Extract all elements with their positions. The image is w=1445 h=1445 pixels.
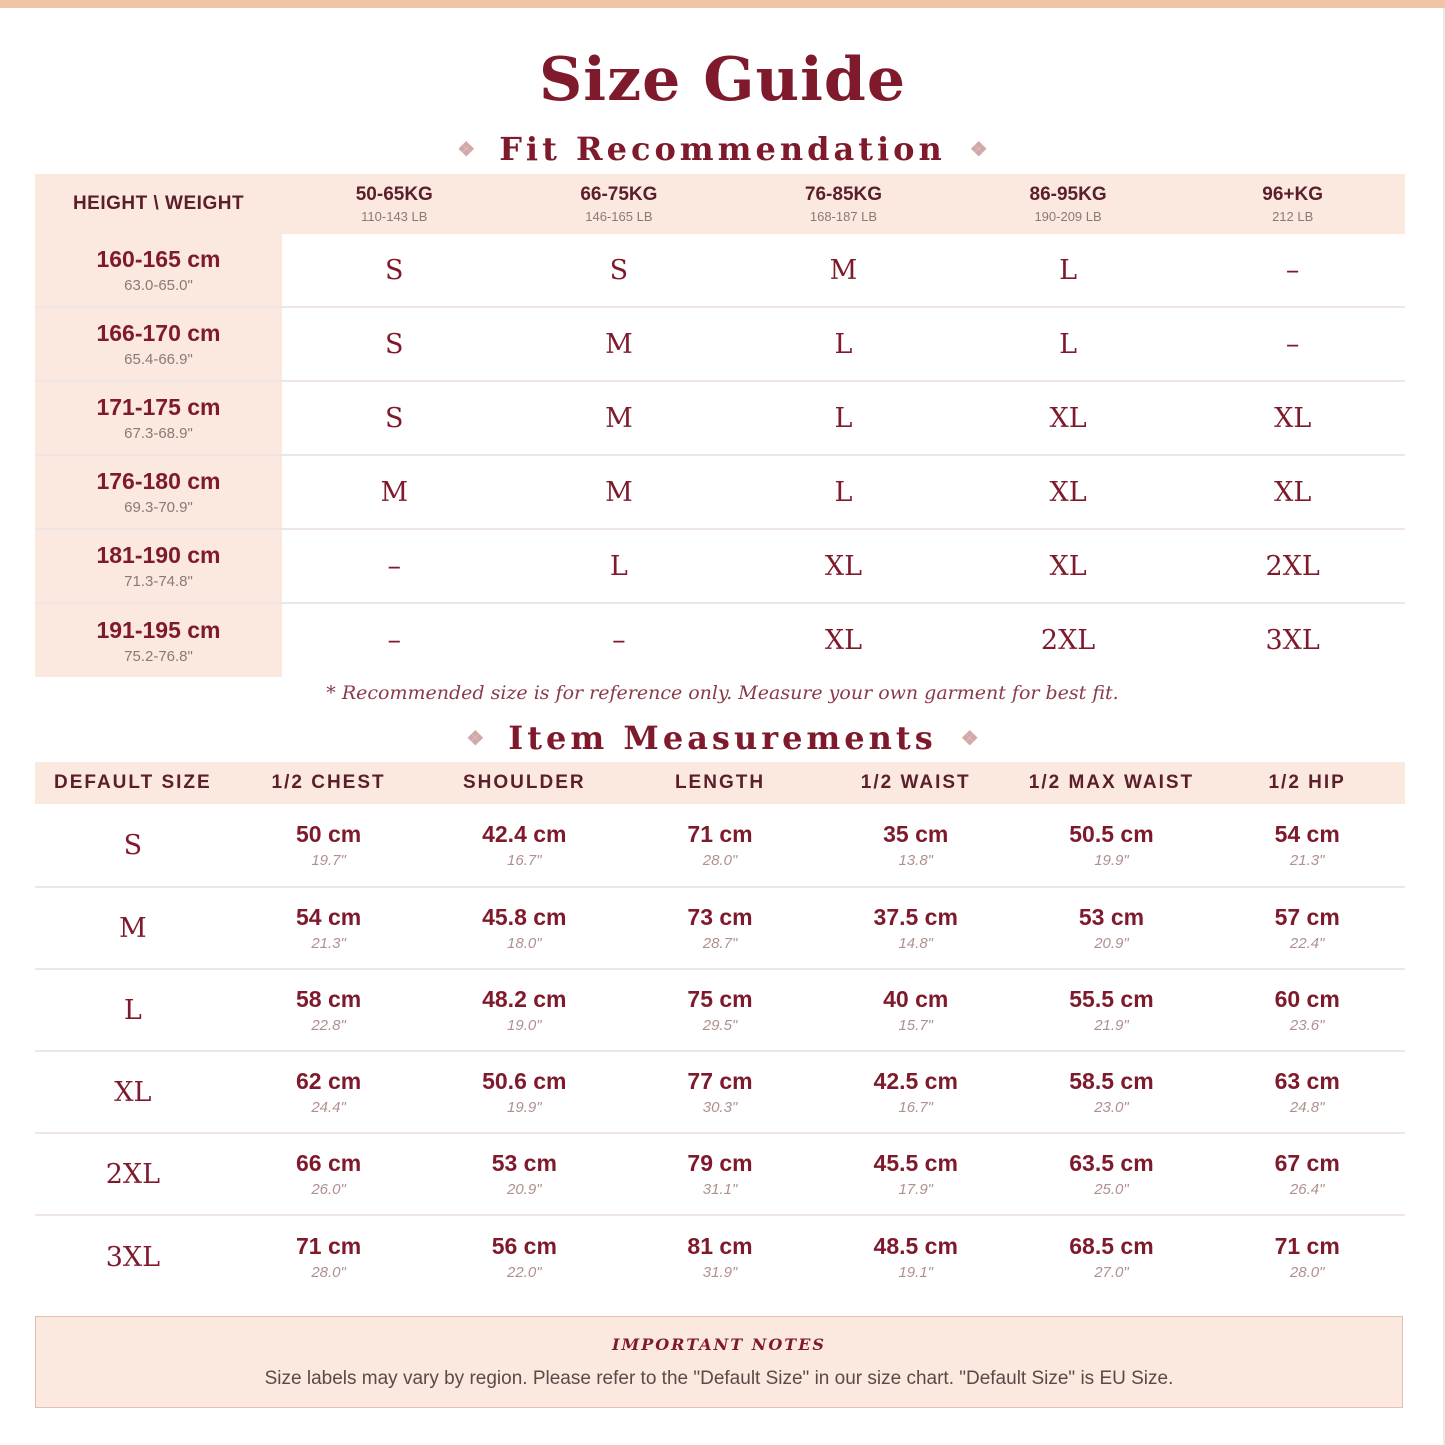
- weight-column-header: [1180, 174, 1405, 234]
- fit-title-text: Fit Recommendation: [499, 130, 946, 168]
- weight-kg: 50-65KG: [355, 184, 433, 205]
- value-inch: 18.0": [507, 935, 542, 952]
- value-inch: 19.9": [1094, 852, 1129, 869]
- fit-size-cell: M: [380, 476, 409, 508]
- measurement-cell: [818, 970, 1014, 1050]
- measurement-row: [35, 1052, 1405, 1134]
- height-row-header: [35, 234, 282, 306]
- fit-size-cell: M: [829, 254, 858, 286]
- value-cm: 71 cm: [295, 1233, 362, 1259]
- height-inch: 75.2-76.8": [124, 647, 193, 665]
- height-inch: 67.3-68.9": [124, 425, 193, 442]
- measurement-row: [35, 1216, 1405, 1298]
- value-inch: 29.5": [702, 1017, 738, 1034]
- height-row-header: [35, 456, 282, 528]
- height-cm: 166-170 cm: [96, 320, 221, 346]
- value-cm: 77 cm: [687, 1068, 753, 1094]
- height-cm: 160-165 cm: [96, 246, 221, 272]
- weight-lb: 146-165 LB: [585, 209, 653, 224]
- height-inch: 63.0-65.0": [124, 277, 193, 294]
- measurement-cell: [231, 1216, 427, 1298]
- measurement-cell: [426, 804, 622, 886]
- diamond-ornament-icon: ❖: [457, 137, 476, 161]
- size-label: L: [123, 994, 142, 1026]
- page-title: Size Guide: [538, 45, 907, 115]
- measurement-cell: [231, 804, 427, 886]
- fit-size-cell: –: [387, 550, 402, 582]
- value-cm: 42.4 cm: [482, 821, 567, 847]
- fit-row: [35, 530, 1405, 604]
- value-cm: 81 cm: [687, 1233, 753, 1259]
- size-label: 2XL: [105, 1158, 161, 1190]
- value-cm: 48.5 cm: [873, 1233, 958, 1259]
- fit-disclaimer: * Recommended size is for reference only. Measure your own garment for best fit.: [326, 682, 1119, 704]
- weight-kg: 76-85KG: [804, 184, 883, 205]
- value-inch: 26.0": [311, 1181, 346, 1198]
- fit-size-cell: S: [385, 402, 404, 434]
- measurement-cell: [426, 970, 622, 1050]
- fit-size-cell: L: [834, 328, 853, 360]
- value-inch: 23.0": [1094, 1099, 1129, 1116]
- weight-lb: 168-187 LB: [809, 209, 878, 224]
- value-cm: 71 cm: [1274, 1233, 1340, 1259]
- measurement-cell: [1014, 1134, 1210, 1214]
- column-header: DEFAULT SIZE: [54, 772, 212, 793]
- height-inch: 69.3-70.9": [124, 499, 193, 516]
- value-cm: 54 cm: [295, 904, 362, 930]
- value-inch: 17.9": [898, 1181, 933, 1198]
- measurement-cell: [426, 1052, 622, 1132]
- value-inch: 22.0": [507, 1264, 542, 1281]
- measurement-cell: [622, 1134, 818, 1214]
- height-cm: 181-190 cm: [96, 542, 221, 568]
- measurements-table-header: [35, 762, 1405, 804]
- measurement-row: [35, 888, 1405, 970]
- value-cm: 60 cm: [1274, 986, 1340, 1012]
- value-inch: 13.8": [898, 852, 933, 869]
- value-inch: 16.7": [507, 852, 542, 869]
- value-inch: 27.0": [1094, 1264, 1129, 1281]
- height-row-header: [35, 382, 282, 454]
- column-header: SHOULDER: [462, 772, 586, 793]
- fit-row: [35, 308, 1405, 382]
- fit-size-cell: L: [834, 476, 853, 508]
- value-cm: 37.5 cm: [873, 904, 958, 930]
- measurement-cell: [426, 1216, 622, 1298]
- fit-size-cell: XL: [1274, 476, 1312, 508]
- height-cm: 176-180 cm: [96, 468, 221, 494]
- value-inch: 14.8": [898, 935, 933, 952]
- weight-column-header: [956, 174, 1181, 234]
- value-inch: 28.0": [311, 1264, 346, 1281]
- value-cm: 71 cm: [687, 821, 753, 847]
- diamond-ornament-icon: ❖: [960, 726, 979, 750]
- value-inch: 21.3": [1289, 852, 1325, 869]
- fit-size-cell: XL: [1049, 550, 1087, 582]
- measurement-cell: [818, 804, 1014, 886]
- measurements-title-text: Item Measurements: [508, 719, 937, 757]
- measurement-cell: [1209, 888, 1405, 968]
- fit-size-cell: –: [612, 625, 626, 656]
- weight-lb: 110-143 LB: [361, 209, 428, 224]
- measurement-cell: [818, 888, 1014, 968]
- size-label: S: [123, 829, 143, 861]
- fit-size-cell: S: [385, 254, 404, 286]
- fit-size-cell: XL: [824, 550, 863, 582]
- top-accent-bar: [0, 0, 1445, 8]
- measurement-cell: [622, 1216, 818, 1298]
- weight-column-header: [507, 174, 732, 234]
- value-cm: 53 cm: [491, 1150, 557, 1176]
- value-inch: 19.0": [507, 1017, 542, 1034]
- value-cm: 73 cm: [687, 904, 753, 930]
- value-inch: 28.7": [702, 935, 738, 952]
- measurement-cell: [622, 804, 818, 886]
- column-header: 1/2 WAIST: [860, 772, 971, 793]
- value-inch: 19.1": [898, 1264, 933, 1281]
- fit-table-header: [35, 174, 1405, 234]
- measurement-cell: [1014, 888, 1210, 968]
- measurement-cell: [231, 888, 427, 968]
- value-cm: 75 cm: [687, 986, 753, 1012]
- value-inch: 20.9": [507, 1181, 542, 1198]
- height-row-header: [35, 530, 282, 602]
- value-inch: 24.8": [1289, 1099, 1325, 1116]
- measurement-cell: [1014, 1052, 1210, 1132]
- value-inch: 16.7": [898, 1099, 933, 1116]
- value-cm: 67 cm: [1274, 1150, 1340, 1176]
- fit-recommendation-table: [35, 174, 1405, 677]
- value-cm: 53 cm: [1078, 904, 1145, 930]
- weight-column-header: [731, 174, 956, 234]
- fit-row: [35, 382, 1405, 456]
- measurement-cell: [1014, 804, 1210, 886]
- fit-size-cell: S: [609, 254, 629, 286]
- value-inch: 20.9": [1094, 935, 1129, 952]
- diamond-ornament-icon: ❖: [466, 726, 485, 750]
- value-cm: 50.6 cm: [482, 1068, 567, 1094]
- value-inch: 21.3": [311, 935, 346, 952]
- value-inch: 31.9": [702, 1264, 738, 1281]
- fit-row: [35, 604, 1405, 677]
- measurement-cell: [231, 1134, 427, 1214]
- measurements-section-title: [0, 718, 1445, 758]
- fit-size-cell: XL: [1049, 476, 1087, 508]
- fit-size-cell: 3XL: [1265, 625, 1320, 656]
- value-inch: 22.4": [1289, 935, 1325, 952]
- notes-text: Size labels may vary by region. Please refer to the "Default Size" in our size chart. "Default Size" is EU Size.: [264, 1367, 1174, 1389]
- size-label: 3XL: [105, 1241, 161, 1273]
- measurement-cell: [818, 1216, 1014, 1298]
- notes-title: IMPORTANT NOTES: [612, 1334, 826, 1354]
- value-cm: 54 cm: [1274, 821, 1340, 847]
- diamond-ornament-icon: ❖: [969, 137, 988, 161]
- value-inch: 19.9": [507, 1099, 542, 1116]
- height-weight-header: HEIGHT \ WEIGHT: [72, 193, 245, 214]
- fit-size-cell: 2XL: [1040, 625, 1096, 656]
- fit-size-cell: L: [834, 402, 853, 434]
- height-inch: 71.3-74.8": [124, 573, 193, 590]
- weight-kg: 86-95KG: [1029, 184, 1107, 205]
- weight-kg: 96+KG: [1262, 184, 1324, 205]
- measurement-row: [35, 970, 1405, 1052]
- size-label: XL: [114, 1076, 152, 1108]
- measurement-cell: [426, 1134, 622, 1214]
- value-inch: 22.8": [311, 1017, 346, 1034]
- column-header: 1/2 CHEST: [271, 772, 386, 793]
- measurement-cell: [426, 888, 622, 968]
- fit-size-cell: M: [605, 402, 633, 434]
- fit-size-cell: XL: [1274, 402, 1312, 434]
- value-cm: 58.5 cm: [1069, 1068, 1154, 1094]
- weight-lb: 212 LB: [1272, 209, 1314, 224]
- fit-size-cell: 2XL: [1265, 550, 1320, 582]
- value-cm: 66 cm: [295, 1150, 362, 1176]
- weight-column-header: [282, 174, 507, 234]
- value-inch: 26.4": [1289, 1181, 1325, 1198]
- height-row-header: [35, 604, 282, 677]
- measurement-cell: [231, 1052, 427, 1132]
- fit-size-cell: L: [1059, 254, 1078, 286]
- weight-lb: 190-209 LB: [1034, 209, 1102, 224]
- value-inch: 19.7": [311, 852, 346, 869]
- important-notes-box: [35, 1316, 1403, 1408]
- measurement-cell: [1209, 970, 1405, 1050]
- fit-size-cell: M: [605, 328, 633, 360]
- fit-size-cell: –: [1285, 254, 1300, 286]
- value-inch: 30.3": [702, 1099, 738, 1116]
- value-inch: 24.4": [311, 1099, 346, 1116]
- value-cm: 42.5 cm: [873, 1068, 958, 1094]
- value-inch: 23.6": [1289, 1017, 1325, 1034]
- fit-size-cell: XL: [824, 625, 863, 656]
- value-cm: 68.5 cm: [1069, 1233, 1154, 1259]
- value-cm: 55.5 cm: [1069, 986, 1154, 1012]
- measurement-cell: [622, 970, 818, 1050]
- value-inch: 25.0": [1094, 1181, 1129, 1198]
- value-inch: 21.9": [1094, 1017, 1129, 1034]
- measurement-cell: [622, 1052, 818, 1132]
- height-cm: 171-175 cm: [96, 394, 221, 420]
- size-label: M: [119, 912, 147, 944]
- value-inch: 28.0": [1289, 1264, 1325, 1281]
- height-cm: 191-195 cm: [96, 616, 221, 643]
- height-inch: 65.4-66.9": [124, 351, 193, 368]
- value-cm: 50.5 cm: [1069, 821, 1154, 847]
- fit-size-cell: S: [385, 328, 404, 360]
- fit-section-title: [0, 129, 1445, 169]
- value-cm: 45.8 cm: [482, 904, 567, 930]
- fit-size-cell: –: [387, 625, 402, 656]
- value-inch: 31.1": [702, 1181, 738, 1198]
- measurement-cell: [1209, 1216, 1405, 1298]
- measurement-cell: [1014, 970, 1210, 1050]
- measurement-row: [35, 1134, 1405, 1216]
- value-cm: 79 cm: [687, 1150, 753, 1176]
- weight-kg: 66-75KG: [580, 184, 658, 205]
- value-cm: 50 cm: [295, 821, 362, 847]
- measurement-cell: [818, 1134, 1014, 1214]
- value-cm: 56 cm: [491, 1233, 557, 1259]
- measurement-cell: [818, 1052, 1014, 1132]
- value-cm: 35 cm: [883, 821, 949, 847]
- measurement-cell: [1209, 1052, 1405, 1132]
- value-cm: 48.2 cm: [482, 986, 567, 1012]
- fit-row: [35, 234, 1405, 308]
- fit-size-cell: L: [609, 550, 628, 582]
- measurement-row: [35, 804, 1405, 888]
- fit-size-cell: L: [1059, 328, 1078, 360]
- value-cm: 63 cm: [1274, 1068, 1340, 1094]
- measurement-cell: [231, 970, 427, 1050]
- measurement-cell: [622, 888, 818, 968]
- measurement-cell: [1014, 1216, 1210, 1298]
- column-header: 1/2 MAX WAIST: [1028, 772, 1195, 793]
- fit-size-cell: XL: [1049, 402, 1087, 434]
- column-header: 1/2 HIP: [1268, 772, 1346, 793]
- height-row-header: [35, 308, 282, 380]
- value-cm: 58 cm: [295, 986, 362, 1012]
- value-cm: 63.5 cm: [1069, 1150, 1154, 1176]
- item-measurements-table: [35, 762, 1405, 1298]
- value-inch: 28.0": [702, 852, 738, 869]
- value-cm: 45.5 cm: [873, 1150, 958, 1176]
- fit-row: [35, 456, 1405, 530]
- measurement-cell: [1209, 804, 1405, 886]
- value-cm: 62 cm: [295, 1068, 362, 1094]
- measurement-cell: [1209, 1134, 1405, 1214]
- value-inch: 15.7": [898, 1017, 933, 1034]
- fit-size-cell: –: [1285, 328, 1300, 360]
- column-header: LENGTH: [674, 772, 766, 793]
- fit-size-cell: M: [605, 476, 633, 508]
- value-cm: 40 cm: [883, 986, 949, 1012]
- value-cm: 57 cm: [1274, 904, 1340, 930]
